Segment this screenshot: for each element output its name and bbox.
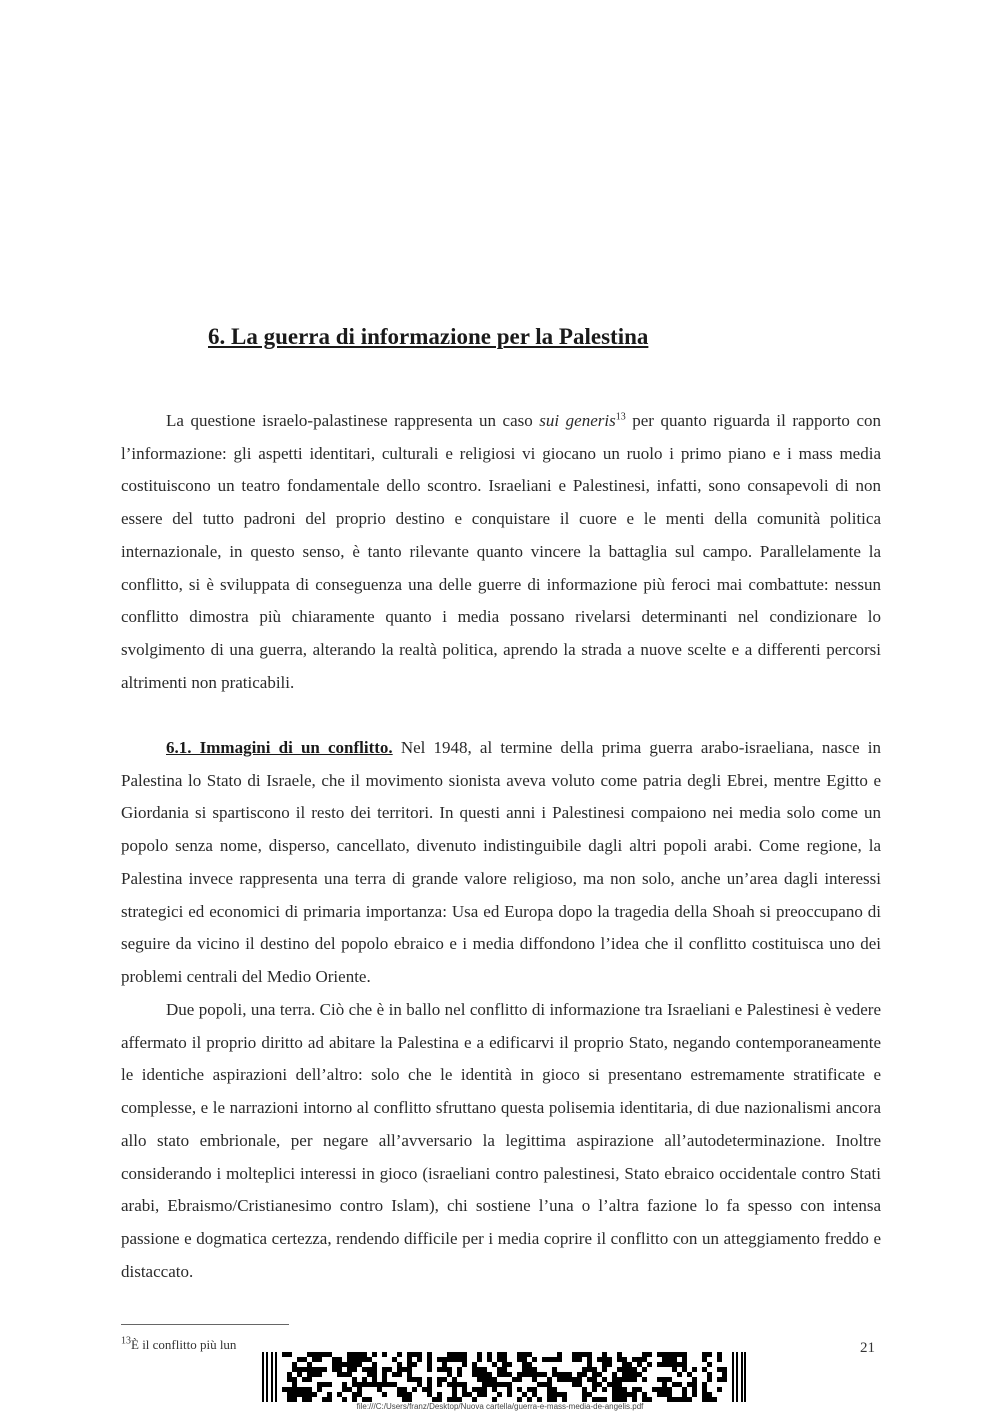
intro-text-rest: per quanto riguarda il rapporto con l’informazione: gli aspetti identitari, culturali e religiosi vi giocano un ruolo i primo piano e i mass media costituiscono un teatro fondamentale dello scontro. Israeliani e Palestinesi, infatti, sono consapevoli di non essere del tutto padroni del proprio destino e conquistare il cuore e le menti della comunità politica internazionale, in questo senso, è tanto rilevante quanto vincere la battaglia sul campo. Parallelamente la conflitto, si è sviluppata di conseguenza una delle guerre di informazione più feroci mai combattute: nessun conflitto dimostra più chiaramente quanto i media possano rivelarsi determinanti nel condizionare lo svolgimento di una guerra, alterando la realtà politica, aprendo la strada a nuove scelte e a differenti percorsi altrimenti non praticabili. bbox=[121, 411, 881, 692]
barcode-graphic bbox=[262, 1352, 746, 1402]
intro-text-start: La questione israelo-palastinese rappresenta un caso bbox=[166, 411, 540, 430]
footnote bbox=[121, 1337, 236, 1353]
chapter-title: 6. La guerra di informazione per la Palestina bbox=[208, 324, 649, 349]
section-body: Nel 1948, al termine della prima guerra arabo-israeliana, nasce in Palestina lo Stato di Israele, che il movimento sionista aveva voluto come patria degli Ebrei, mentre Egitto e Giordania si spartiscono il resto dei territori. In questi anni i Palestinesi compaiono nei media solo come un popolo senza nome, disperso, cancellato, divenuto indistinguibile dagli altri popoli arabi. Come regione, la Palestina invece rappresenta una terra di grande valore religioso, ma non solo, anche un’area dagli interessi strategici ed economici di primaria importanza: Usa ed Europa dopo la tragedia della Shoah si preoccupano di seguire da vicino il destino del popolo ebraico e i media diffondono l’idea che il conflitto costituisca uno dei problemi centrali del Medio Oriente. bbox=[121, 738, 881, 986]
section-paragraph bbox=[121, 732, 881, 994]
footnote-divider bbox=[121, 1324, 289, 1325]
file-path-footer: file:///C:/Users/franz/Desktop/Nuova cartella/guerra-e-mass-media-de-angelis.pdf bbox=[356, 1402, 644, 1411]
footnote-text: È il conflitto più lun bbox=[131, 1337, 237, 1352]
footnote-reference[interactable]: 13 bbox=[615, 411, 626, 423]
body-paragraph: Due popoli, una terra. Ciò che è in ballo nel conflitto di informazione tra Israeliani e Palestinesi è vedere affermato il proprio diritto ad abitare la Palestina e a edificarvi il proprio Stato, negando contemporaneamente le identiche aspirazioni dell’altro: solo che le identità in gioco si presentano estremamente stratificate e complesse, e le narrazioni intorno al conflitto sfruttano questa polisemia identitaria, di due nazionalismi ancora allo stato embrionale, per negare all’avversario la legittima aspirazione all’autodeterminazione. Inoltre considerando i molteplici interessi in gioco (israeliani contro palestinesi, Stato ebraico occidentale contro Stati arabi, Ebraismo/Cristianesimo contro Islam), chi sostiene l’una o l’altra fazione lo fa spesso con intensa passione e dogmatica certezza, rendendo difficile per i media coprire il conflitto con un atteggiamento freddo e distaccato. bbox=[121, 1000, 881, 1281]
intro-italic-term: sui generis bbox=[539, 411, 616, 430]
page-number: 21 bbox=[860, 1340, 875, 1356]
footnote-marker: 13 bbox=[121, 1335, 131, 1347]
section-heading: 6.1. Immagini di un conflitto. bbox=[166, 738, 393, 757]
intro-paragraph bbox=[121, 405, 881, 699]
